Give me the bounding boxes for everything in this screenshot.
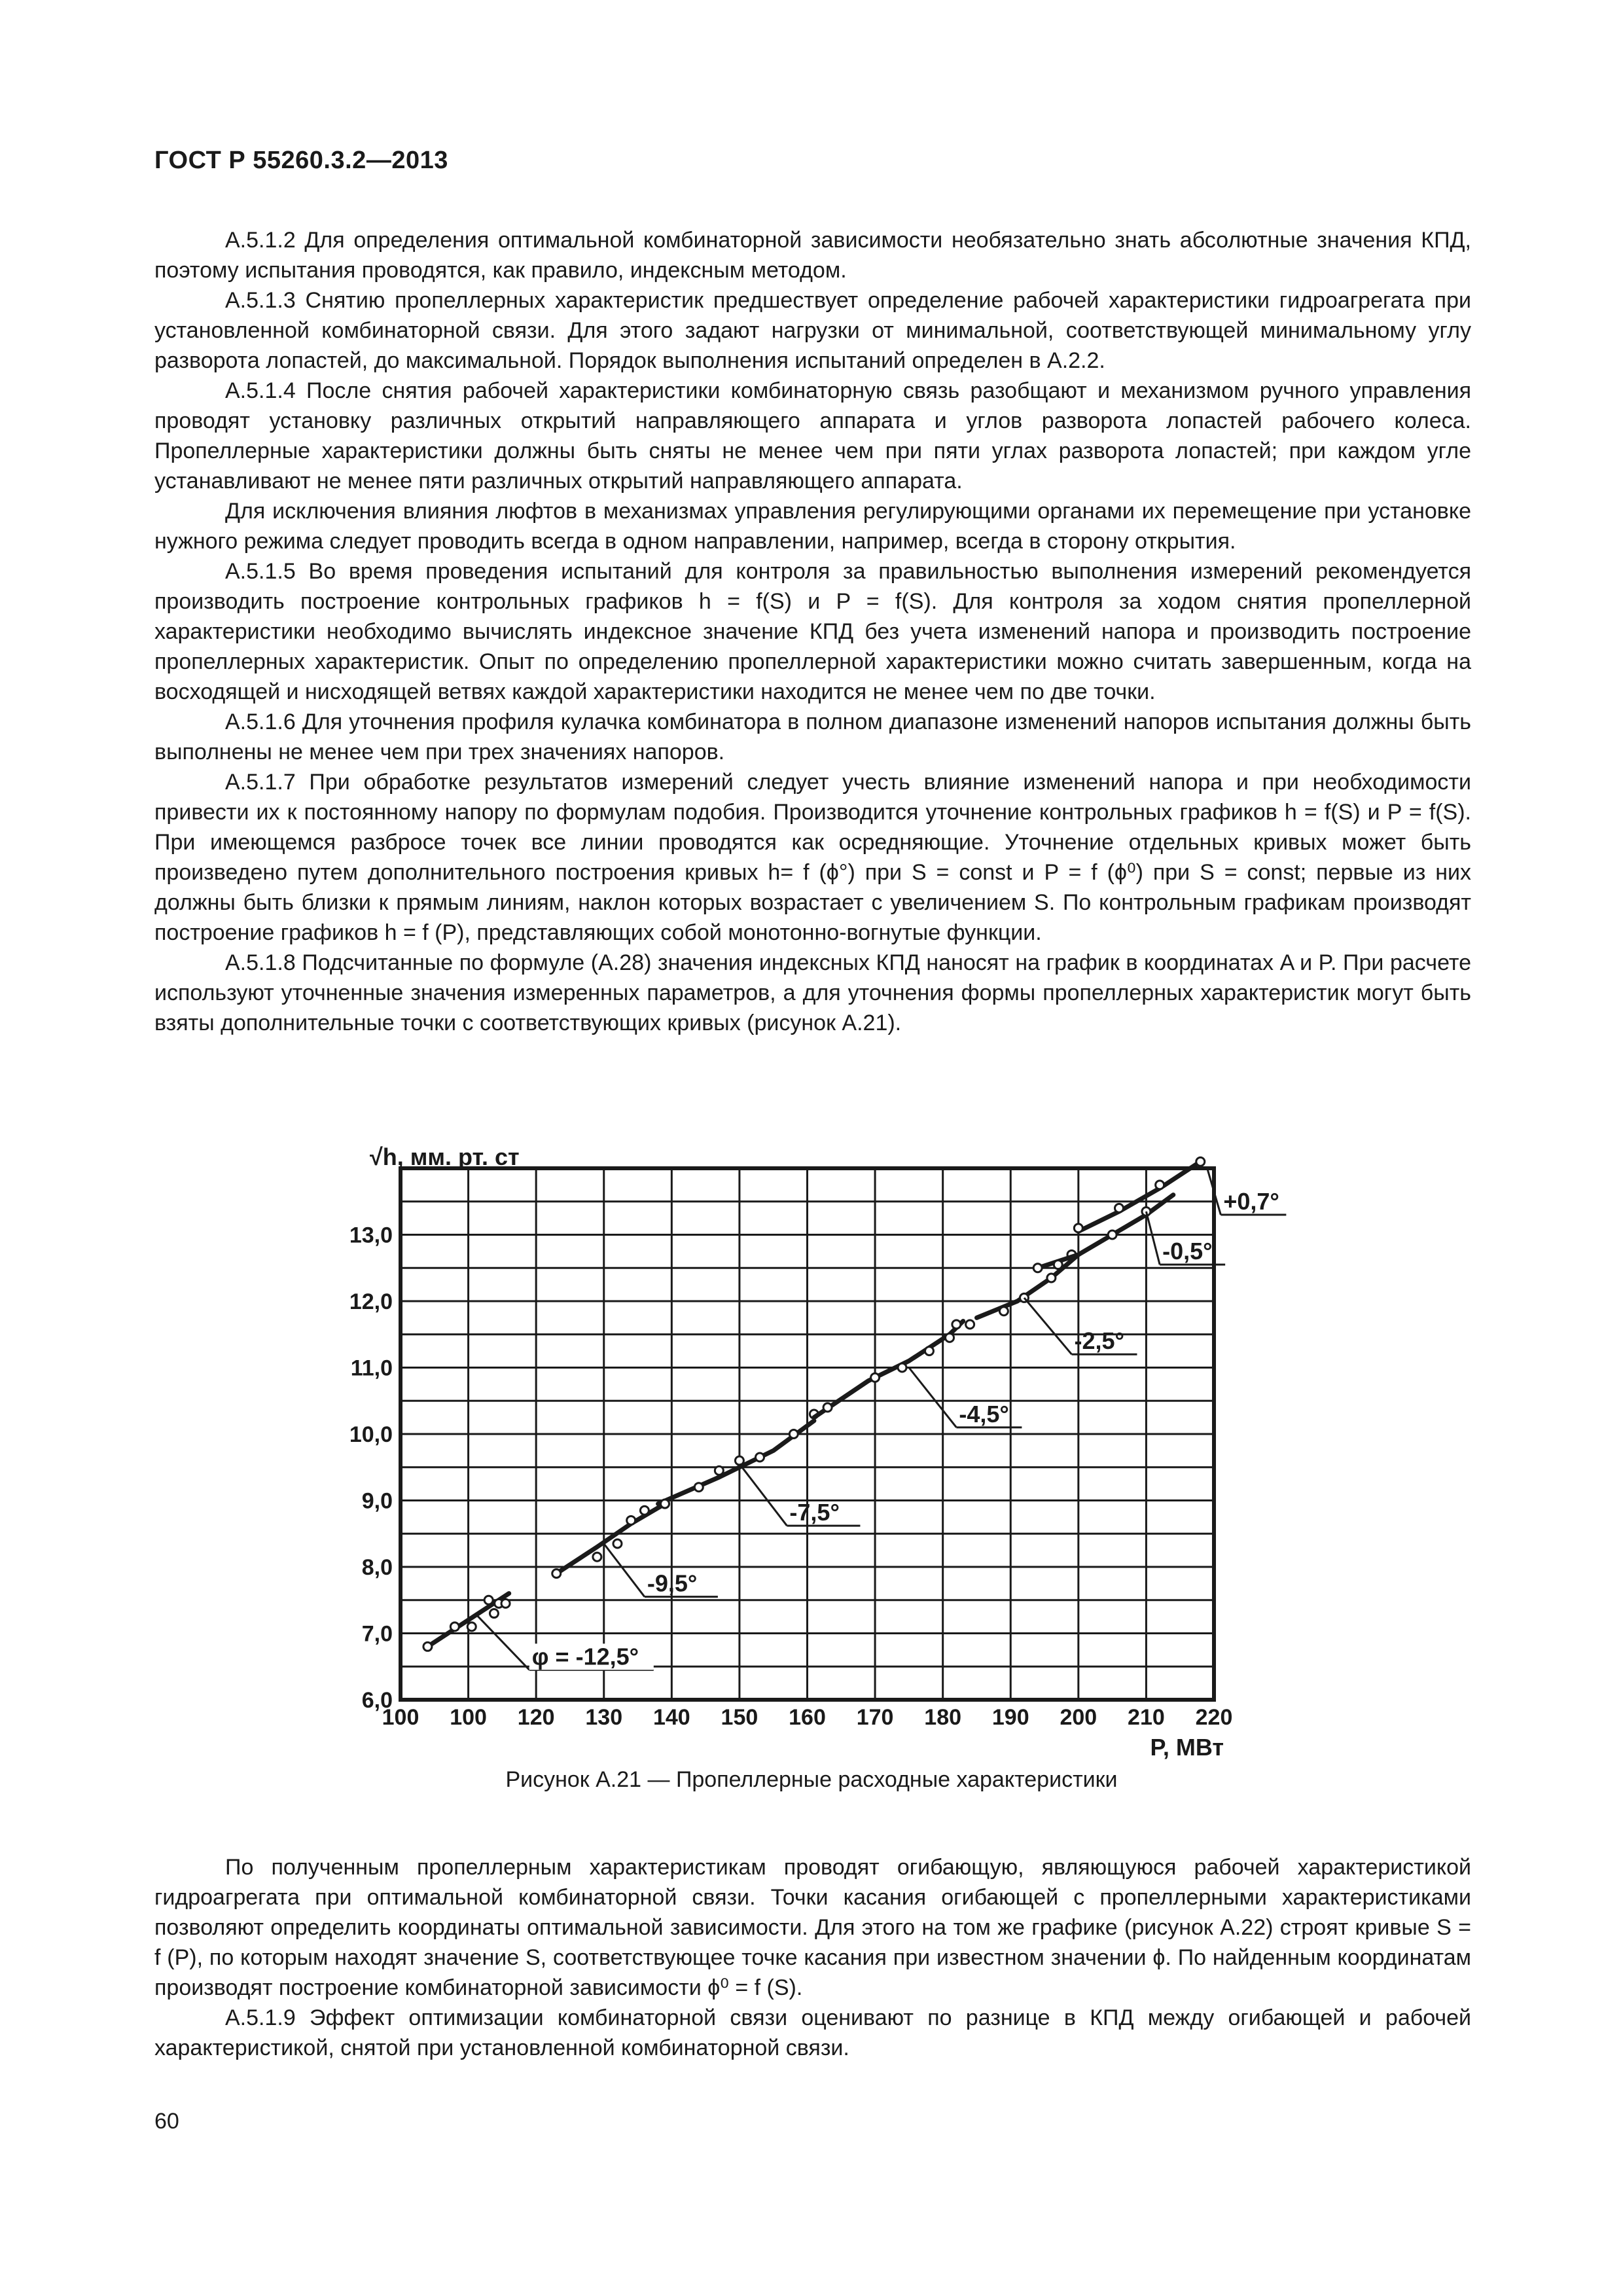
series-label: -4,5°	[959, 1400, 1009, 1427]
document-header: ГОСТ Р 55260.3.2—2013	[154, 147, 448, 174]
leader-line	[1146, 1211, 1160, 1265]
data-point	[467, 1623, 476, 1631]
data-point	[423, 1642, 432, 1651]
data-point	[735, 1456, 743, 1465]
x-tick-label: 190	[991, 1705, 1029, 1730]
data-point	[1033, 1264, 1042, 1272]
y-axis-label: √h, мм. рт. ст	[370, 1143, 520, 1170]
page-number: 60	[154, 2109, 179, 2134]
x-tick-label: 100	[450, 1705, 487, 1730]
paragraph: По полученным пропеллерным характеристикам проводят огибающую, являющуюся рабочей характеристикой гидроагрегата при оптимальной комбинаторной связи. Точки касания огибающей с пропеллерными характеристиками позволяют определить координаты оптимальной зависимости. Для этого на том же графике (рисунок А.22) строят кривые S = f (P), по которым находят значение S, соответствующее точке касания при известном значении ϕ. По найденным координатам производят построение комбинаторной зависимости ϕ⁰ = f (S).	[154, 1855, 1471, 2000]
y-tick-label: 6,0	[361, 1688, 393, 1713]
y-tick-label: 12,0	[349, 1289, 393, 1314]
leader-line	[604, 1543, 645, 1596]
data-point	[613, 1539, 622, 1548]
series-labels	[475, 1168, 1286, 1670]
y-tick-label: 7,0	[361, 1621, 393, 1647]
y-tick-label: 13,0	[349, 1223, 393, 1248]
paragraph: Для исключения влияния люфтов в механизмах управления регулирующими органами их перемещение при установке нужного режима следует проводить всегда в одном направлении, например, всегда в сторону открытия.	[154, 499, 1471, 554]
data-point	[1115, 1204, 1123, 1212]
data-point	[501, 1599, 510, 1607]
series-line	[1038, 1195, 1173, 1268]
text-block-bottom	[154, 1852, 1471, 2063]
data-point	[755, 1453, 764, 1462]
series-label: +0,7°	[1223, 1188, 1279, 1215]
data-point	[925, 1347, 933, 1355]
data-point	[966, 1320, 974, 1329]
y-tick-label: 8,0	[361, 1555, 393, 1580]
data-point	[490, 1609, 498, 1618]
data-point	[1047, 1274, 1056, 1282]
series-label: -9,5°	[647, 1570, 698, 1597]
data-point	[999, 1307, 1008, 1316]
chart-series	[423, 1157, 1205, 1651]
paragraph: А.5.1.4 После снятия рабочей характеристики комбинаторную связь разобщают и механизмом ручного управления проводят установку различных открытий направляющего аппарата и углов разворота лопастей рабочего колеса. Пропеллерные характеристики должны быть сняты не менее чем при пяти углах разворота лопастей; при каждом угле устанавливают не менее пяти различных открытий направляющего аппарата.	[154, 378, 1471, 493]
x-tick-label: 210	[1128, 1705, 1165, 1730]
paragraph: А.5.1.9 Эффект оптимизации комбинаторной связи оценивают по разнице в КПД между огибающей и рабочей характеристикой, снятой при установленной комбинаторной связи.	[154, 2005, 1471, 2060]
x-tick-label: 220	[1195, 1705, 1233, 1730]
data-point	[694, 1483, 703, 1492]
leader-line	[740, 1464, 787, 1526]
series-line	[814, 1321, 963, 1418]
data-point	[552, 1570, 561, 1578]
leader-line	[475, 1613, 529, 1670]
data-point	[1196, 1157, 1205, 1166]
leader-line	[1024, 1298, 1072, 1354]
y-tick-label: 10,0	[349, 1422, 393, 1447]
x-tick-label: 150	[721, 1705, 758, 1730]
paragraph: А.5.1.3 Снятию пропеллерных характеристик предшествует определение рабочей характеристики гидроагрегата при установленной комбинаторной связи. Для этого задают нагрузки от минимальной, соответствующей минимальному углу разворота лопастей, до максимальной. Порядок выполнения испытаний определен в А.2.2.	[154, 288, 1471, 373]
data-point	[1108, 1230, 1116, 1239]
series-label: -7,5°	[789, 1499, 840, 1526]
series-line	[556, 1504, 665, 1574]
data-point	[1074, 1224, 1082, 1232]
x-axis-label: P, МВт	[1150, 1734, 1224, 1761]
x-tick-label: 170	[856, 1705, 894, 1730]
series-label: -2,5°	[1074, 1327, 1124, 1355]
series-label: φ = -12,5°	[531, 1643, 639, 1670]
data-point	[871, 1373, 880, 1382]
y-tick-label: 11,0	[350, 1355, 393, 1381]
y-tick-label: 9,0	[361, 1488, 393, 1514]
data-point	[1054, 1261, 1062, 1269]
x-tick-label: 160	[789, 1705, 826, 1730]
x-tick-label: 140	[652, 1705, 690, 1730]
data-point	[952, 1320, 961, 1329]
x-tick-labels	[382, 1705, 1233, 1730]
data-point	[1156, 1181, 1164, 1189]
data-point	[660, 1499, 669, 1508]
data-point	[823, 1403, 832, 1412]
paragraph: А.5.1.6 Для уточнения профиля кулачка комбинатора в полном диапазоне изменений напоров испытания должны быть выполнены не менее чем при трех значениях напоров.	[154, 709, 1471, 764]
paragraph: А.5.1.7 При обработке результатов измерений следует учесть влияние изменений напора и при необходимости привести их к постоянному напору по формулам подобия. Производится уточнение контрольных графиков h = f(S) и P = f(S). При имеющемся разбросе точек все линии проводятся как осредняющие. Уточнение отдельных кривых может быть произведено путем дополнительного построения кривых h= f (ϕ°) при S = const и P = f (ϕ⁰) при S = const; первые из них должны быть близки к прямым линиям, наклон которых возрастает с увеличением S. По контрольным графикам производят построение графиков h = f (P), представляющих собой монотонно-вогнутые функции.	[154, 770, 1471, 945]
data-point	[640, 1506, 649, 1515]
data-point	[627, 1516, 635, 1524]
leader-line	[909, 1368, 957, 1427]
paragraph: А.5.1.2 Для определения оптимальной комбинаторной зависимости необязательно знать абсолютные значения КПД, поэтому испытания проводятся, как правило, индексным методом.	[154, 228, 1471, 283]
series-label: -0,5°	[1162, 1238, 1213, 1265]
data-point	[593, 1552, 601, 1561]
data-point	[484, 1596, 493, 1604]
x-tick-label: 180	[924, 1705, 962, 1730]
data-point	[715, 1466, 723, 1475]
figure-caption: Рисунок А.21 — Пропеллерные расходные характеристики	[505, 1767, 1118, 1792]
x-tick-label: 200	[1060, 1705, 1097, 1730]
x-tick-label: 120	[517, 1705, 555, 1730]
data-point	[898, 1363, 906, 1372]
data-point	[946, 1333, 954, 1342]
paragraph: А.5.1.5 Во время проведения испытаний для контроля за правильностью выполнения измерений рекомендуется производить построение контрольных графиков h = f(S) и P = f(S). Для контроля за ходом снятия пропеллерной характеристики необходимо вычислять индексное значение КПД без учета изменений напора и производить построение пропеллерных характеристик. Опыт по определению пропеллерной характеристики можно считать завершенным, когда на восходящей и нисходящей ветвях каждой характеристики находится не менее чем по две точки.	[154, 559, 1471, 704]
x-tick-label: 100	[382, 1705, 419, 1730]
data-point	[789, 1430, 798, 1439]
x-tick-label: 130	[585, 1705, 623, 1730]
data-point	[450, 1623, 459, 1631]
y-tick-labels	[349, 1223, 393, 1713]
paragraph: А.5.1.8 Подсчитанные по формуле (А.28) значения индексных КПД наносят на график в координатах A и P. При расчете используют уточненные значения измеренных параметров, а для уточнения формы пропеллерных характеристик могут быть взяты дополнительные точки с соответствующих кривых (рисунок А.21).	[154, 950, 1471, 1035]
